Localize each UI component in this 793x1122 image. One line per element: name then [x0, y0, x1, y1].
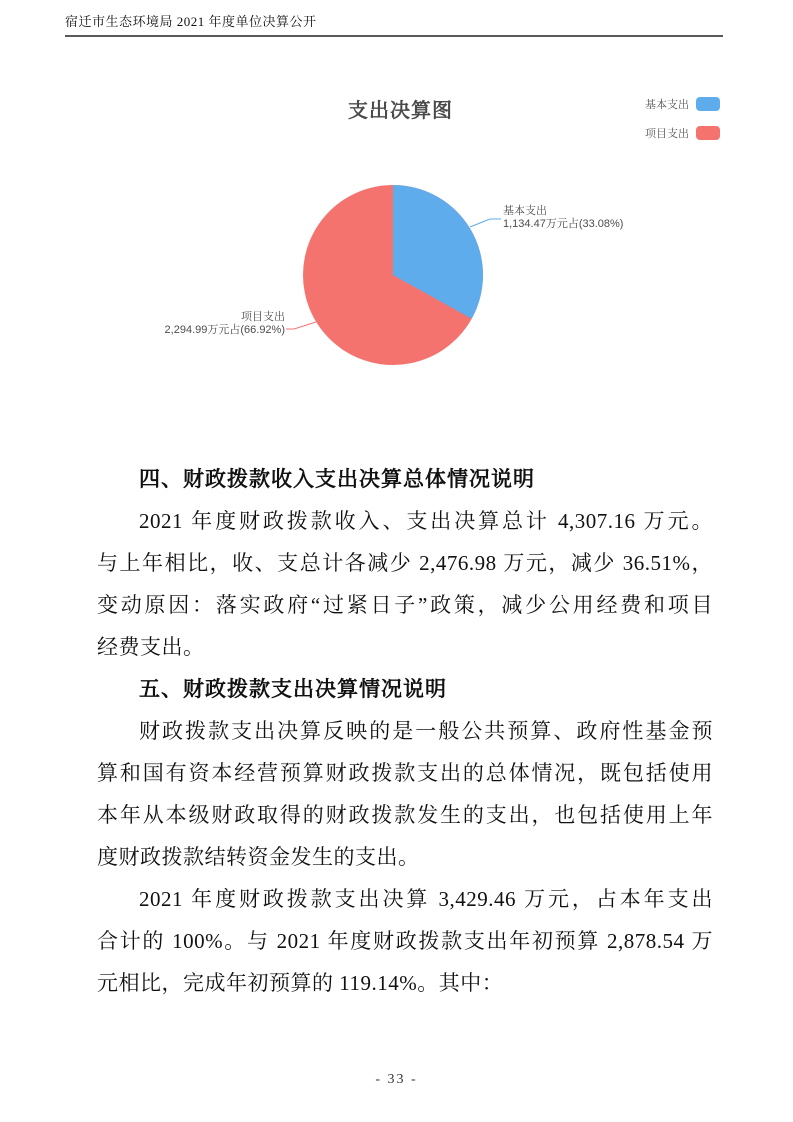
paragraph-line: 合计的 100%。与 2021 年度财政拨款支出年初预算 2,878.54 万 — [97, 929, 713, 953]
legend-label: 基本支出 — [645, 99, 689, 111]
paragraph-line: 本年从本级财政取得的财政拨款发生的支出，也包括使用上年 — [97, 803, 713, 827]
section-heading: 四、财政拨款收入支出决算总体情况说明 — [139, 467, 535, 491]
pie-label-basic-value: 1,134.47万元占(33.08%) — [503, 218, 624, 230]
chart-title: 支出决算图 — [348, 100, 453, 122]
pie-label-project-name: 项目支出 — [241, 311, 285, 323]
paragraph — [97, 710, 713, 878]
paragraph-line: 度财政拨款结转资金发生的支出。 — [97, 845, 420, 869]
pie-label-basic-name: 基本支出 — [503, 205, 547, 217]
paragraph-line: 经费支出。 — [97, 635, 205, 659]
paragraph — [97, 500, 713, 668]
paragraph-line: 变动原因：落实政府“过紧日子”政策，减少公用经费和项目 — [97, 593, 713, 617]
paragraph — [97, 878, 713, 1004]
legend-swatch-icon — [696, 126, 720, 140]
chart-legend — [620, 96, 720, 154]
section-heading: 五、财政拨款支出决算情况说明 — [139, 677, 447, 701]
pie-label-basic — [503, 205, 623, 231]
legend-swatch-icon — [696, 97, 720, 111]
paragraph-line: 财政拨款支出决算反映的是一般公共预算、政府性基金预 — [139, 719, 713, 743]
page-number: - 33 - — [375, 1072, 418, 1087]
pie-label-project-value: 2,294.99万元占(66.92%) — [164, 324, 285, 336]
legend-item-0 — [620, 96, 720, 112]
document-header: 宿迁市生态环境局 2021 年度单位决算公开 — [65, 11, 723, 37]
legend-label: 项目支出 — [645, 128, 689, 140]
leader-line-basic — [470, 219, 501, 227]
pie-label-project — [125, 311, 285, 337]
paragraph-line: 2021 年度财政拨款收入、支出决算总计 4,307.16 万元。 — [139, 509, 713, 533]
body-sections — [97, 458, 713, 1004]
paragraph-line: 元相比，完成年初预算的 119.14%。其中： — [97, 971, 504, 995]
leader-line-project — [286, 322, 316, 329]
legend-item-1 — [620, 125, 720, 141]
paragraph-line: 2021 年度财政拨款支出决算 3,429.46 万元，占本年支出 — [139, 887, 713, 911]
paragraph-line: 与上年相比，收、支总计各减少 2,476.98 万元，减少 36.51%， — [97, 551, 713, 575]
paragraph-line: 算和国有资本经营预算财政拨款支出的总体情况，既包括使用 — [97, 761, 713, 785]
pie-chart — [140, 165, 660, 380]
